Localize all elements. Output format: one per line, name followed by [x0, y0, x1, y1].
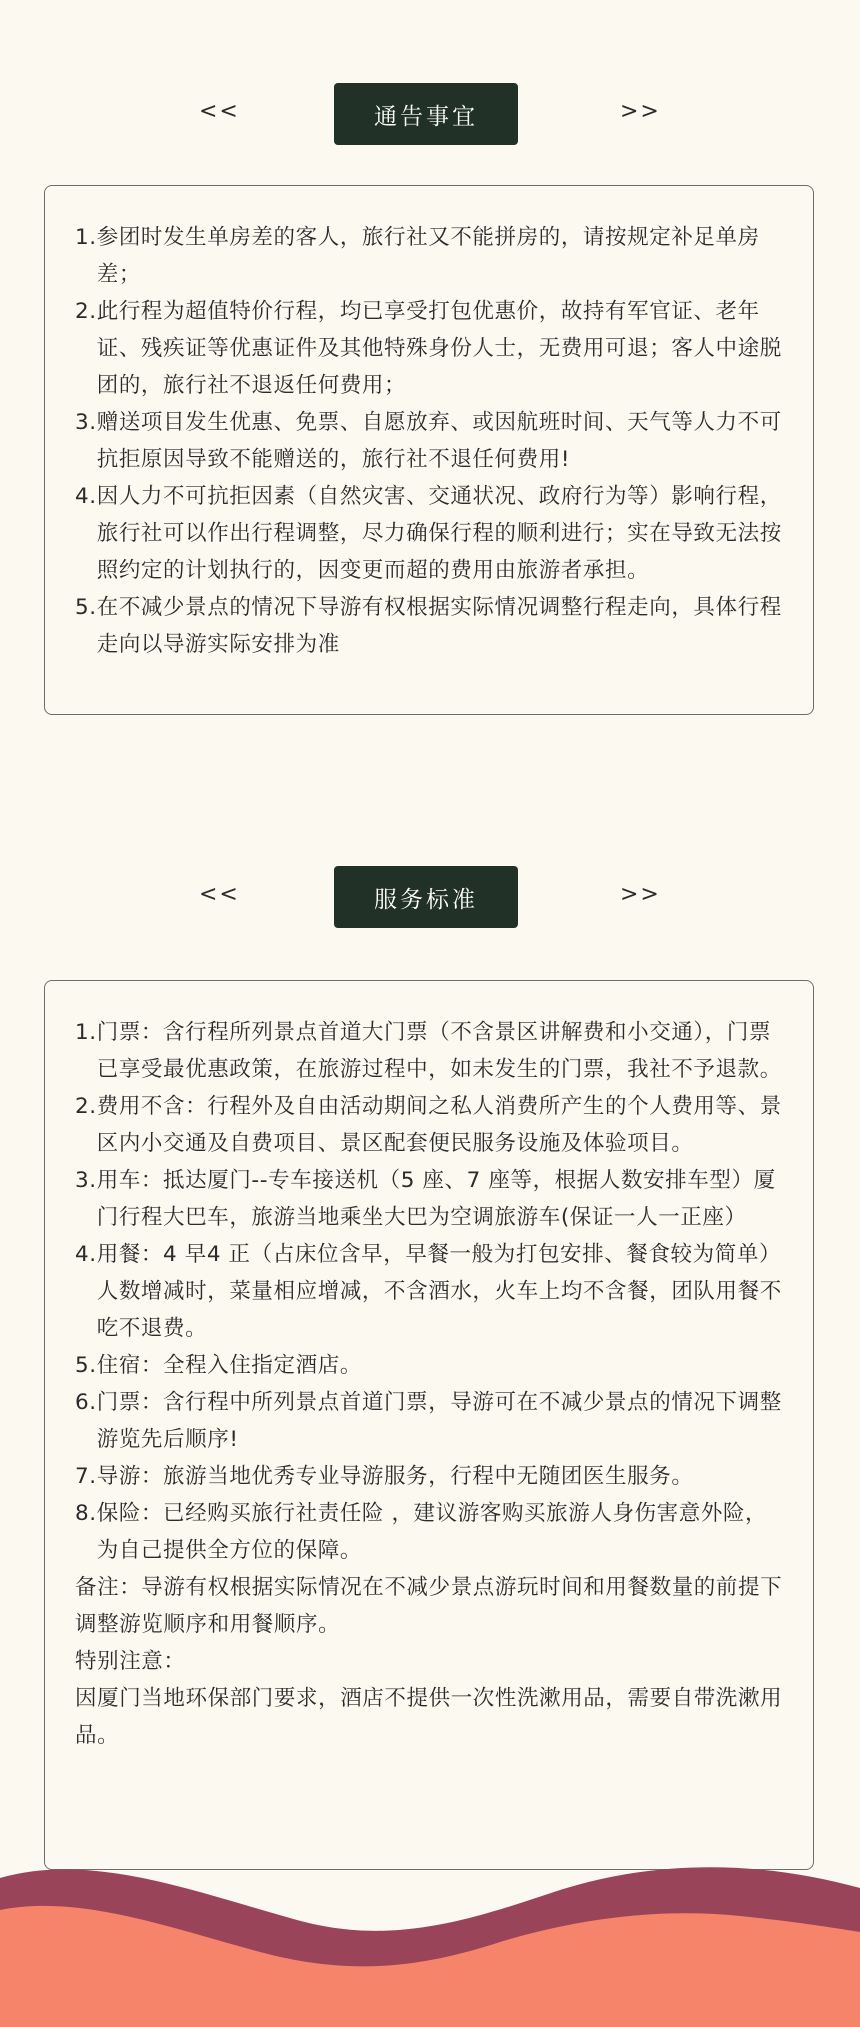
- service-item: [75, 1088, 783, 1162]
- prev-arrow[interactable]: <<: [199, 882, 240, 907]
- special-notice-text: 因厦门当地环保部门要求，酒店不提供一次性洗漱用品，需要自带洗漱用品。: [75, 1686, 783, 1748]
- item-text: 用车：抵达厦门--专车接送机（5 座、7 座等，根据人数安排车型）厦门行程大巴车，旅游当地乘坐大巴为空调旅游车(保证一人一正座）: [96, 1168, 776, 1230]
- notice-item: [75, 589, 783, 663]
- notice-item: [75, 293, 783, 404]
- next-arrow[interactable]: >>: [620, 99, 661, 124]
- item-text: 住宿：全程入住指定酒店。: [96, 1353, 362, 1378]
- item-text: 门票：含行程中所列景点首道门票，导游可在不减少景点的情况下调整游览先后顺序!: [96, 1390, 782, 1452]
- item-number: 5.: [75, 1353, 97, 1378]
- item-number: 3.: [75, 1168, 97, 1193]
- item-text: 费用不含：行程外及自由活动期间之私人消费所产生的个人费用等、景区内小交通及自费项目、景区配套便民服务设施及体验项目。: [96, 1094, 782, 1156]
- service-title: 服务标准: [334, 866, 518, 928]
- item-number: 2.: [75, 299, 97, 324]
- service-item: [75, 1014, 783, 1088]
- item-text: 因人力不可抗拒因素（自然灾害、交通状况、政府行为等）影响行程，旅行社可以作出行程调整，尽力确保行程的顺利进行；实在导致无法按照约定的计划执行的，因变更而超的费用由旅游者承担。: [96, 484, 782, 583]
- notice-title: 通告事宜: [334, 83, 518, 145]
- service-item: [75, 1236, 783, 1347]
- item-text: 导游：旅游当地优秀专业导游服务，行程中无随团医生服务。: [96, 1464, 694, 1489]
- notice-item: [75, 478, 783, 589]
- item-text: 门票：含行程所列景点首道大门票（不含景区讲解费和小交通），门票已享受最优惠政策，在旅游过程中，如未发生的门票，我社不予退款。: [96, 1020, 782, 1082]
- service-item: [75, 1384, 783, 1458]
- item-number: 6.: [75, 1390, 97, 1415]
- item-number: 1.: [75, 225, 97, 250]
- item-number: 1.: [75, 1020, 97, 1045]
- service-item: [75, 1347, 783, 1384]
- notice-item: [75, 219, 783, 293]
- service-box: [44, 980, 814, 1870]
- item-text: 参团时发生单房差的客人，旅行社又不能拼房的，请按规定补足单房差；: [96, 225, 760, 287]
- item-text: 保险：已经购买旅行社责任险 ，建议游客购买旅游人身伤害意外险，为自己提供全方位的保障。: [96, 1501, 768, 1563]
- item-number: 8.: [75, 1501, 97, 1526]
- wave-decoration: [0, 1860, 860, 2027]
- special-notice-title: 特别注意：: [75, 1649, 186, 1674]
- service-item: [75, 1458, 783, 1495]
- notice-header: [0, 83, 860, 145]
- prev-arrow[interactable]: <<: [199, 99, 240, 124]
- service-header: [0, 866, 860, 928]
- item-text: 此行程为超值特价行程，均已享受打包优惠价，故持有军官证、老年证、残疾证等优惠证件及其他特殊身份人士，无费用可退；客人中途脱团的，旅行社不退返任何费用；: [96, 299, 782, 398]
- notice-item: [75, 404, 783, 478]
- item-text: 赠送项目发生优惠、免票、自愿放弃、或因航班时间、天气等人力不可抗拒原因导致不能赠送的，旅行社不退任何费用!: [96, 410, 782, 472]
- item-number: 2.: [75, 1094, 97, 1119]
- item-number: 4.: [75, 484, 97, 509]
- item-text: 在不减少景点的情况下导游有权根据实际情况调整行程走向，具体行程走向以导游实际安排为准: [96, 595, 782, 657]
- coral-wave: [0, 1906, 860, 2027]
- item-number: 5.: [75, 595, 97, 620]
- item-number: 3.: [75, 410, 97, 435]
- notice-box: [44, 185, 814, 715]
- service-item: [75, 1495, 783, 1569]
- item-number: 7.: [75, 1464, 97, 1489]
- item-text: 用餐：4 早4 正（占床位含早，早餐一般为打包安排、餐食较为简单）人数增减时，菜量相应增减，不含酒水，火车上均不含餐，团队用餐不吃不退费。: [96, 1242, 782, 1341]
- remark-text: 备注：导游有权根据实际情况在不减少景点游玩时间和用餐数量的前提下调整游览顺序和用餐顺序。: [75, 1575, 783, 1637]
- item-number: 4.: [75, 1242, 97, 1267]
- service-item: [75, 1162, 783, 1236]
- next-arrow[interactable]: >>: [620, 882, 661, 907]
